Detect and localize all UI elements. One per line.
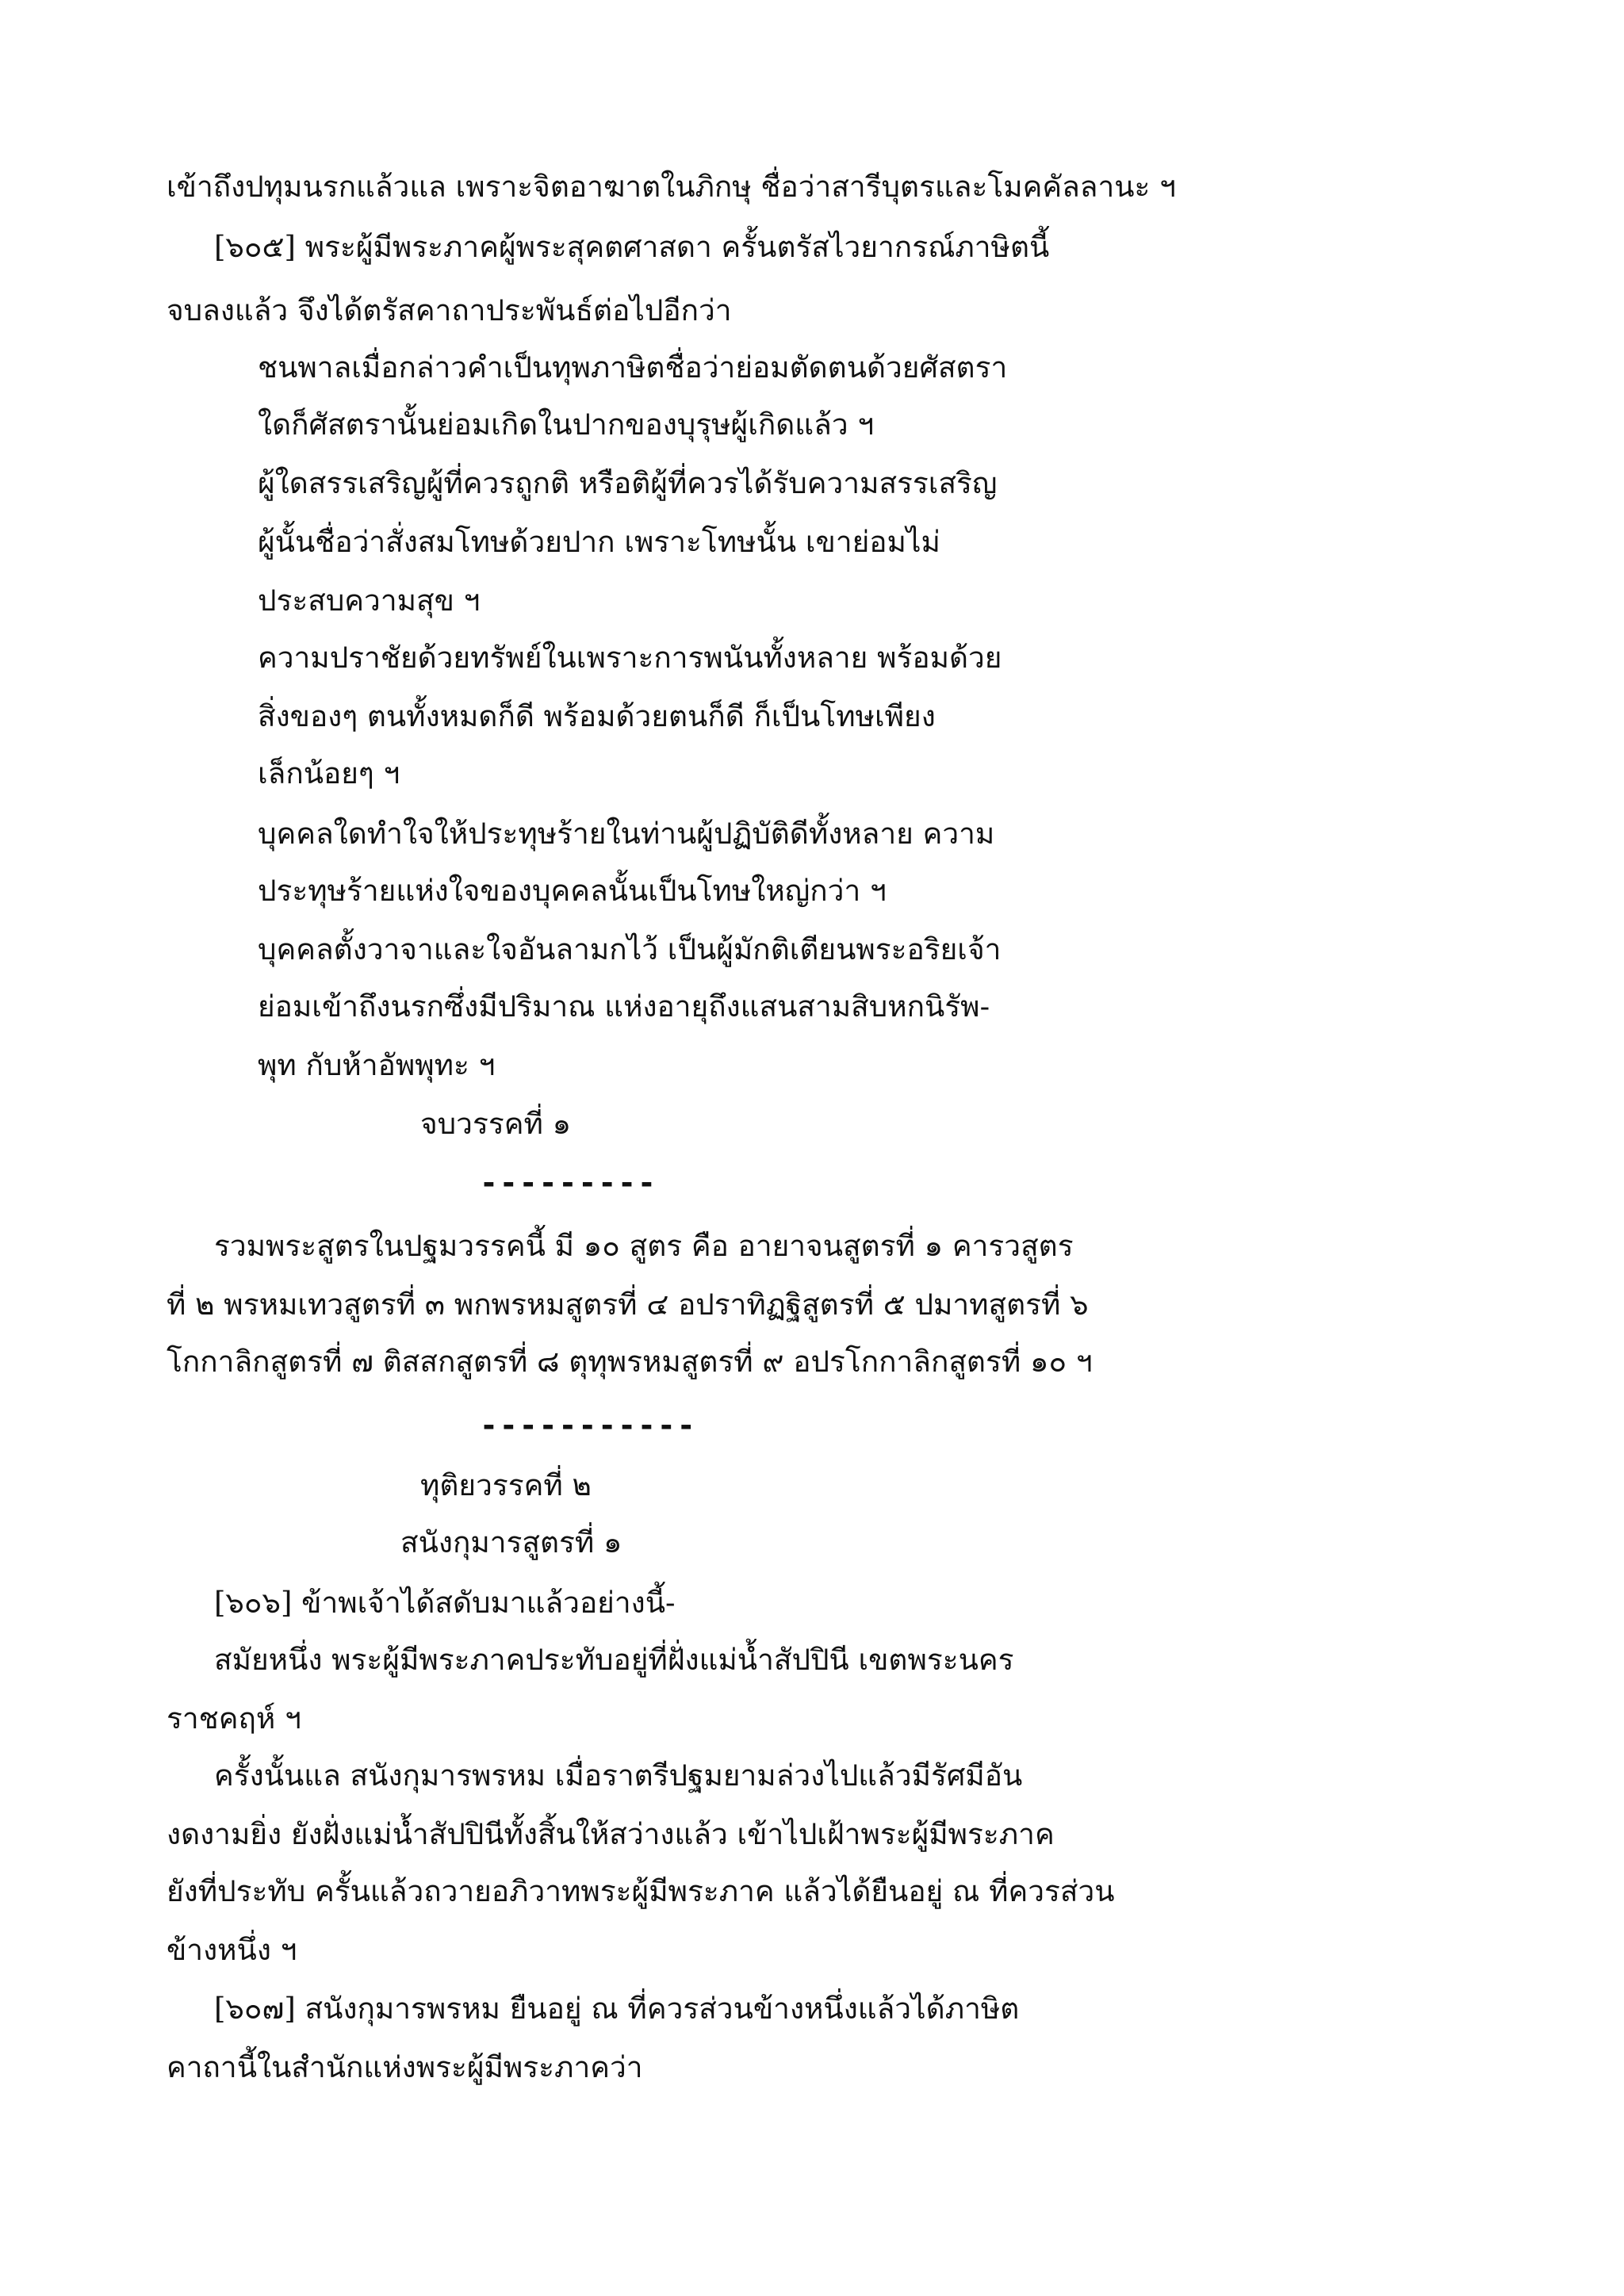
summary-line: โกกาลิกสูตรที่ ๗ ติสสกสูตรที่ ๘ ตุทุพรหมสูตรที่ ๙ อปรโกกาลิกสูตรที่ ๑๐ ฯ	[167, 1345, 1093, 1379]
chapter-end-title: จบวรรคที่ ๑	[420, 1107, 572, 1141]
verse-line: ประทุษร้ายแห่งใจของบุคคลนั้นเป็นโทษใหญ่กว่า ฯ	[258, 874, 887, 908]
paragraph-606-heading: [๖๐๖] ข้าพเจ้าได้สดับมาแล้วอย่างนี้-	[214, 1586, 676, 1620]
summary-line: ที่ ๒ พรหมเทวสูตรที่ ๓ พกพรหมสูตรที่ ๔ อปราทิฏฐิสูตรที่ ๕ ปมาทสูตรที่ ๖	[167, 1288, 1089, 1322]
summary-line: รวมพระสูตรในปฐมวรรคนี้ มี ๑๐ สูตร คือ อายาจนสูตรที่ ๑ คารวสูตร	[214, 1229, 1074, 1263]
text-line: สมัยหนึ่ง พระผู้มีพระภาคประทับอยู่ที่ฝั่งแม่น้ำสัปปินี เขตพระนคร	[214, 1643, 1014, 1677]
verse-line: บุคคลใดทำใจให้ประทุษร้ายในท่านผู้ปฏิบัติดีทั้งหลาย ความ	[258, 817, 995, 851]
verse-line: ชนพาลเมื่อกล่าวคำเป็นทุพภาษิตชื่อว่าย่อมตัดตนด้วยศัสตรา	[258, 350, 1008, 385]
verse-line: ใดก็ศัสตรานั้นย่อมเกิดในปากของบุรุษผู้เกิดแล้ว ฯ	[258, 408, 875, 442]
separator-line: ---------	[480, 1165, 657, 1200]
verse-line: พุท กับห้าอัพพุทะ ฯ	[258, 1048, 496, 1082]
paragraph-605-heading: [๖๐๕] พระผู้มีพระภาคผู้พระสุคตศาสดา ครั้นตรัสไวยากรณ์ภาษิตนี้	[214, 230, 1050, 264]
section-title: ทุติยวรรคที่ ๒	[420, 1468, 592, 1502]
verse-line: ผู้นั้นชื่อว่าสั่งสมโทษด้วยปาก เพราะโทษนั้น เขาย่อมไม่	[258, 525, 940, 559]
verse-line: สิ่งของๆ ตนทั้งหมดก็ดี พร้อมด้วยตนก็ดี ก็เป็นโทษเพียง	[258, 699, 936, 733]
text-line: ราชคฤห์ ฯ	[167, 1701, 301, 1735]
verse-line: ผู้ใดสรรเสริญผู้ที่ควรถูกติ หรือติผู้ที่ควรได้รับความสรรเสริญ	[258, 466, 998, 500]
text-line: เข้าถึงปทุมนรกแล้วแล เพราะจิตอาฆาตในภิกษุ ชื่อว่าสารีบุตรและโมคคัลลานะ ฯ	[167, 170, 1176, 204]
text-line: คาถานี้ในสำนักแห่งพระผู้มีพระภาคว่า	[167, 2050, 643, 2084]
text-line: งดงามยิ่ง ยังฝั่งแม่น้ำสัปปินีทั้งสิ้นให้สว่างแล้ว เข้าไปเฝ้าพระผู้มีพระภาค	[167, 1817, 1055, 1851]
verse-line: เล็กน้อยๆ ฯ	[258, 756, 400, 790]
verse-line: ความปราชัยด้วยทรัพย์ในเพราะการพนันทั้งหลาย พร้อมด้วย	[258, 641, 1002, 675]
text-line: ครั้งนั้นแล สนังกุมารพรหม เมื่อราตรีปฐมยามล่วงไปแล้วมีรัศมีอัน	[214, 1758, 1023, 1793]
text-line: ข้างหนึ่ง ฯ	[167, 1933, 297, 1967]
text-line: จบลงแล้ว จึงได้ตรัสคาถาประพันธ์ต่อไปอีกว่า	[167, 293, 732, 327]
paragraph-607-heading: [๖๐๗] สนังกุมารพรหม ยืนอยู่ ณ ที่ควรส่วนข้างหนึ่งแล้วได้ภาษิต	[214, 1992, 1020, 2026]
verse-line: บุคคลตั้งวาจาและใจอันลามกไว้ เป็นผู้มักติเตียนพระอริยเจ้า	[258, 932, 1002, 966]
sutta-title: สนังกุมารสูตรที่ ๑	[400, 1525, 622, 1559]
separator-line: -----------	[480, 1408, 697, 1443]
verse-line: ประสบความสุข ฯ	[258, 584, 481, 618]
verse-line: ย่อมเข้าถึงนรกซึ่งมีปริมาณ แห่งอายุถึงแสนสามสิบหกนิรัพ-	[258, 989, 990, 1024]
text-line: ยังที่ประทับ ครั้นแล้วถวายอภิวาทพระผู้มีพระภาค แล้วได้ยืนอยู่ ณ ที่ควรส่วน	[167, 1874, 1115, 1908]
